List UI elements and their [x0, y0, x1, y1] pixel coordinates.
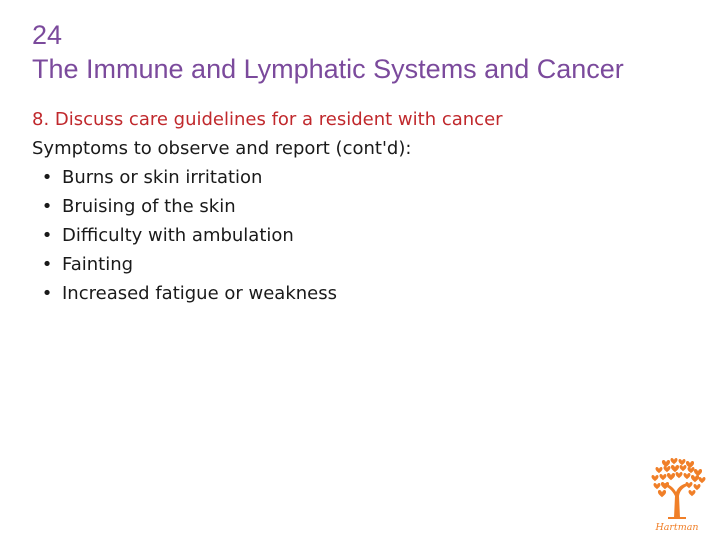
list-item [32, 250, 503, 279]
slide-content [32, 105, 503, 308]
heart-icon [694, 484, 701, 490]
list-item [32, 221, 503, 250]
list-item-text: Bruising of the skin [62, 196, 236, 217]
heart-icon [680, 465, 687, 471]
list-item [32, 192, 503, 221]
tree-trunk [663, 483, 689, 518]
heart-icon [658, 490, 666, 497]
chapter-number: 24 [32, 20, 63, 50]
heart-icon [679, 459, 686, 465]
bullet-icon: • [41, 283, 53, 304]
slide-title [32, 18, 624, 86]
section-intro: Symptoms to observe and report (cont'd): [32, 138, 412, 159]
list-item [32, 279, 503, 308]
tree-base [668, 517, 686, 519]
list-item-text: Increased fatigue or weakness [62, 283, 338, 304]
bullet-icon: • [41, 196, 53, 217]
heart-icon [656, 467, 663, 473]
heart-icon [664, 466, 671, 472]
heart-icon [684, 473, 691, 479]
bullet-icon: • [41, 225, 53, 246]
symptom-list [32, 163, 503, 308]
logo-wordmark: Hartman [655, 522, 699, 533]
list-item-text: Fainting [62, 254, 134, 275]
heart-icon [671, 465, 679, 472]
heart-icon [660, 474, 667, 480]
list-item [32, 163, 503, 192]
heart-icon [676, 472, 683, 478]
heart-icon [689, 490, 696, 496]
tree-hearts [652, 458, 706, 519]
heart-icon [652, 475, 659, 481]
chapter-title: The Immune and Lymphatic Systems and Cancer [32, 54, 624, 84]
heart-icon [667, 473, 675, 480]
bullet-icon: • [41, 167, 53, 188]
hartman-tree-logo [644, 456, 710, 534]
heart-icon [671, 458, 678, 464]
heart-icon [691, 475, 699, 482]
learning-objective: 8. Discuss care guidelines for a resident with cancer [32, 109, 503, 130]
list-item-text: Burns or skin irritation [62, 167, 263, 188]
bullet-icon: • [41, 254, 53, 275]
heart-icon [699, 477, 706, 483]
heart-icon [654, 483, 661, 489]
list-item-text: Difficulty with ambulation [62, 225, 294, 246]
heart-icon [688, 467, 695, 473]
